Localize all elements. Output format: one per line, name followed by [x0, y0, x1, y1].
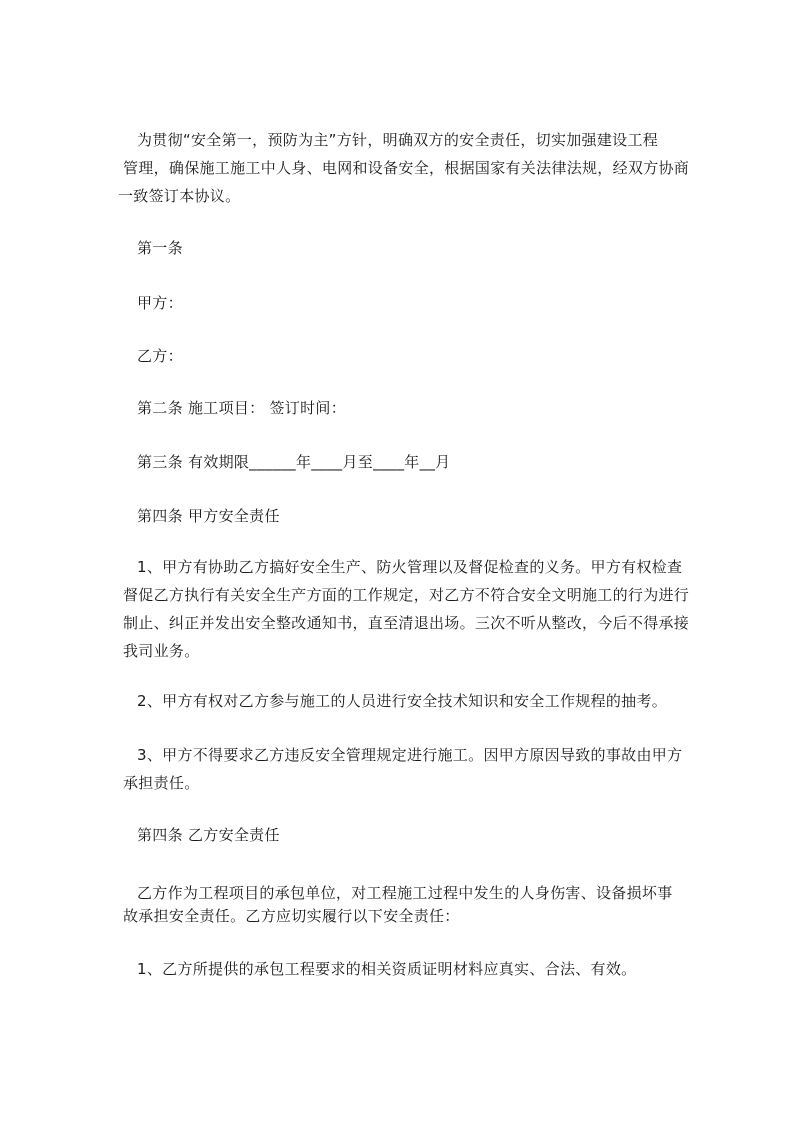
a4-item1-line-3: 制止、纠正并发出安全整改通知书，直至清退出场。三次不听从整改，今后不得承接: [123, 614, 690, 632]
intro-line-1: 为贯彻“安全第一，预防为主”方针，明确双方的安全责任，切实加强建设工程: [137, 131, 659, 149]
intro-line-2: 管理，确保施工施工中人身、电网和设备安全，根据国家有关法律法规，经双方协商: [123, 159, 690, 177]
b-intro-line-1: 乙方作为工程项目的承包单位，对工程施工过程中发生的人身伤害、设备损坏事: [137, 884, 673, 902]
party-b-label: 乙方：: [137, 347, 183, 365]
a4-item1-line-1: 1、甲方有协助乙方搞好安全生产、防火管理以及督促检查的义务。甲方有权检查: [137, 558, 683, 576]
article-4b-heading: 第四条 乙方安全责任: [137, 826, 280, 844]
intro-line-3: 一致签订本协议。: [118, 187, 241, 205]
article-2-line: 第二条 施工项目： 签订时间：: [137, 399, 347, 417]
article-4-heading: 第四条 甲方安全责任: [137, 507, 280, 525]
b-intro-line-2: 故承担安全责任。乙方应切实履行以下安全责任：: [123, 907, 460, 925]
a4-item3-line-2: 承担责任。: [123, 774, 200, 792]
a4-item1-line-4: 我司业务。: [123, 642, 200, 660]
a4-item3-line-1: 3、甲方不得要求乙方违反安全管理规定进行施工。因甲方原因导致的事故由甲方: [137, 746, 683, 764]
article-1-heading: 第一条: [137, 239, 183, 257]
b-item1-line: 1、乙方所提供的承包工程要求的相关资质证明材料应真实、合法、有效。: [137, 960, 637, 978]
a4-item1-line-2: 督促乙方执行有关安全生产方面的工作规定，对乙方不符合安全文明施工的行为进行: [123, 586, 690, 604]
party-a-label: 甲方：: [137, 294, 183, 312]
a4-item2-line: 2、甲方有权对乙方参与施工的人员进行安全技术知识和安全工作规程的抽考。: [137, 692, 668, 710]
article-3-line: 第三条 有效期限______年____月至____年__月: [137, 453, 451, 471]
